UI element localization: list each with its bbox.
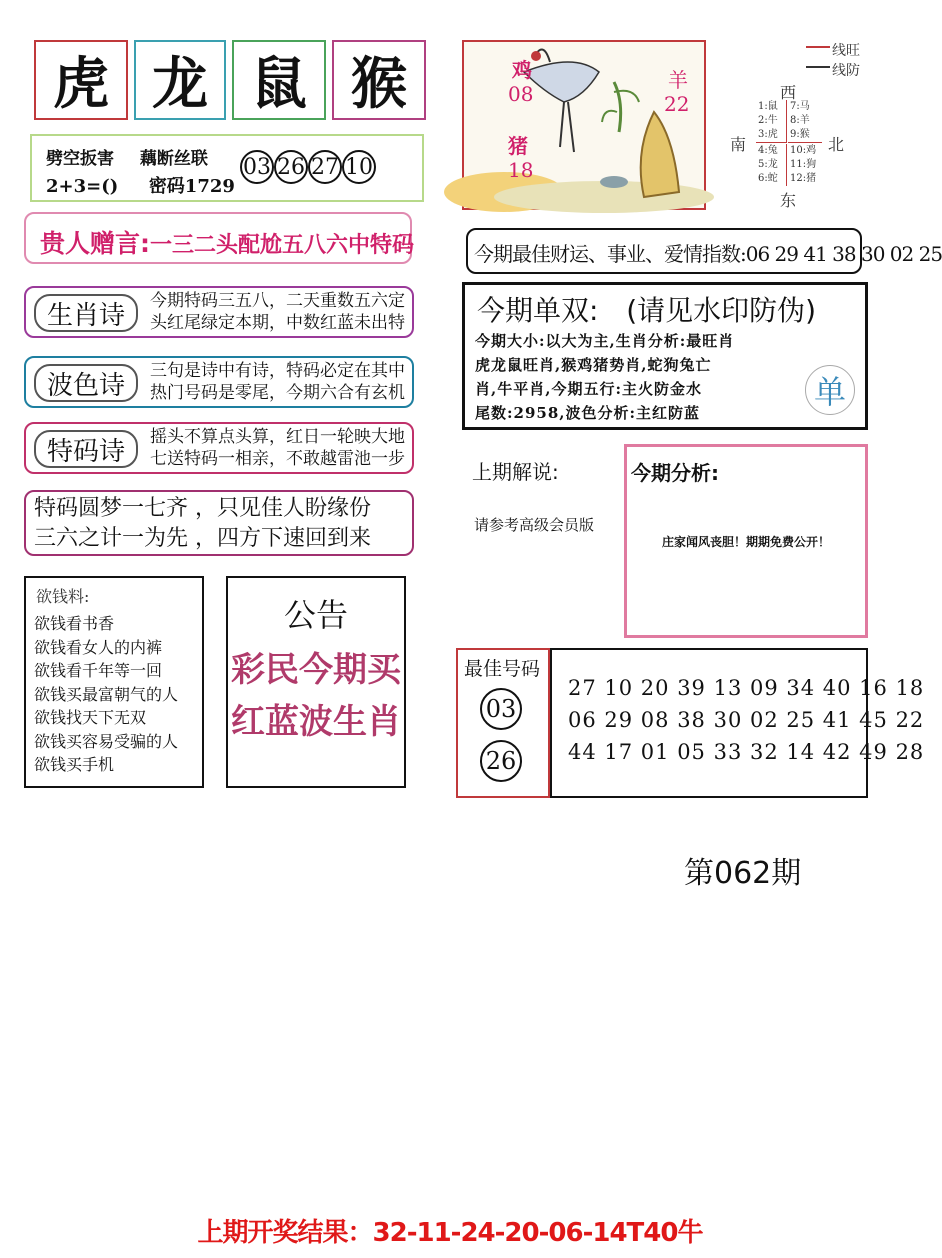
- best-numbers-box: [456, 648, 925, 798]
- best-row: 44 17 01 05 33 32 14 42 49 28: [568, 740, 925, 764]
- best-circle: 26: [480, 740, 522, 782]
- compass: [726, 40, 876, 210]
- verse-line: 特码圆梦一七齐 ，只见佳人盼缘份: [34, 496, 371, 521]
- poem-line: 头红尾绿定本期，中数红蓝未出特: [150, 313, 405, 333]
- compass-cell: 6:蛇: [758, 173, 778, 184]
- legend-line-black: [806, 66, 830, 68]
- yuqian-line: 欲钱买手机: [34, 755, 115, 774]
- formula: 2+3=(): [46, 176, 119, 197]
- notice-line1: 彩民今期买: [231, 650, 401, 690]
- compass-cell: 5:龙: [758, 159, 778, 170]
- sd-title: 今期单双:: [477, 294, 599, 327]
- poem-label: 生肖诗: [34, 294, 138, 332]
- compass-cell: 12:猪: [790, 173, 817, 184]
- number-circle: 26: [274, 150, 308, 184]
- sd-note: (请见水印防伪): [626, 294, 817, 327]
- poem-box-special: [24, 422, 414, 474]
- compass-cell: 3:虎: [758, 129, 778, 140]
- notice-title: 公告: [283, 596, 348, 634]
- guiren-text: 一三二头配尬五八六中特码: [150, 233, 415, 258]
- analysis-title: 今期分析:: [631, 461, 719, 485]
- poem-line: 今期特码三五八，二天重数五六定: [150, 291, 405, 311]
- zodiac-2-number: 18: [508, 158, 534, 182]
- best-row: 06 29 08 38 30 02 25 41 45 22: [568, 708, 925, 732]
- sd-line: 虎龙鼠旺肖,猴鸡猪势肖,蛇狗兔亡: [475, 356, 712, 374]
- top-char-dragon: 龙: [134, 40, 226, 120]
- compass-cell: 10:鸡: [790, 145, 817, 156]
- compass-cell: 2:牛: [758, 115, 778, 126]
- compass-cell: 9:猴: [790, 129, 810, 140]
- zodiac-1-number: 08: [508, 82, 534, 106]
- top-char-tiger: 虎: [34, 40, 128, 120]
- sd-line: 肖,牛平肖,今期五行:主火防金水: [475, 380, 702, 398]
- number-circle: 27: [308, 150, 342, 184]
- poem-line: 摇头不算点头算，红日一轮映大地: [150, 427, 405, 447]
- zodiac-3: 羊: [668, 68, 688, 92]
- idiom-numbers: [240, 150, 376, 184]
- sd-line: 今期大小:以大为主,生肖分析:最旺肖: [475, 332, 735, 350]
- compass-cell: 8:羊: [790, 115, 810, 126]
- legend-wang: 线旺: [832, 43, 860, 59]
- password: 密码1729: [148, 176, 235, 197]
- index-box: [466, 228, 942, 274]
- compass-east: 东: [780, 191, 797, 210]
- guiren-label: 贵人赠言:: [40, 229, 150, 258]
- compass-north: 北: [828, 135, 845, 154]
- zodiac-2: 猪: [508, 134, 528, 158]
- yuqian-box: [24, 576, 204, 788]
- poem-line: 七送特码一相亲，不敢越雷池一步: [150, 449, 405, 469]
- sd-stamp: 单: [805, 365, 855, 415]
- yuqian-line: 欲钱找天下无双: [34, 708, 147, 727]
- poem-label: 波色诗: [34, 364, 138, 402]
- yuqian-line: 欲钱买最富朝气的人: [34, 684, 179, 704]
- analysis-box: [624, 444, 868, 638]
- zodiac-3-number: 22: [664, 92, 690, 116]
- idiom-1: 劈空扳害: [46, 149, 114, 169]
- verse-box: [24, 490, 414, 556]
- yuqian-title: 欲钱料:: [36, 587, 90, 606]
- legend-fang: 线防: [832, 63, 860, 79]
- idiom-box: [30, 134, 424, 202]
- top-char-monkey: 猴: [332, 40, 426, 120]
- compass-cell: 1:鼠: [758, 101, 778, 112]
- zodiac-1: 鸡: [512, 58, 532, 82]
- last-result: 上期开奖结果：32-11-24-20-06-14T40牛: [197, 1218, 703, 1248]
- poem-line: 热门号码是零尾，今期六合有玄机: [150, 383, 405, 403]
- compass-cell: 4:兔: [758, 145, 778, 156]
- top-char-rat: 鼠: [232, 40, 326, 120]
- zodiac-picture: [462, 40, 706, 210]
- last-period-text: 请参考高级会员版: [474, 516, 595, 534]
- best-circle: 03: [480, 688, 522, 730]
- best-title: 最佳号码: [464, 658, 541, 680]
- yuqian-line: 欲钱买容易受骗的人: [34, 731, 179, 751]
- poem-line: 三句是诗中有诗，特码必定在其中: [150, 361, 405, 381]
- compass-south: 南: [730, 135, 747, 154]
- index-value: 06 29 41 38 30 02 25: [745, 242, 942, 266]
- poem-box-color: [24, 356, 414, 408]
- yuqian-line: 欲钱看千年等一回: [34, 661, 163, 680]
- notice-box: [226, 576, 406, 788]
- issue-number: 第062期: [684, 856, 802, 891]
- yuqian-line: 欲钱看女人的内裤: [34, 637, 163, 657]
- guiren-box: [24, 212, 415, 264]
- poem-box-zodiac: [24, 286, 414, 338]
- verse-line: 三六之计一为先 ，四方下速回到来: [34, 526, 371, 551]
- analysis-text: 庄家闻风丧胆！期期免费公开！: [661, 535, 830, 549]
- compass-cell: 11:狗: [790, 159, 817, 170]
- notice-line2: 红蓝波生肖: [231, 702, 401, 742]
- legend-line-red: [806, 46, 830, 48]
- poem-label: 特码诗: [34, 430, 138, 468]
- yuqian-line: 欲钱看书香: [34, 614, 115, 633]
- sd-line: 尾数:2958,波色分析:主红防蓝: [475, 404, 701, 422]
- compass-cell: 7:马: [790, 101, 810, 112]
- single-double-box: [462, 282, 868, 430]
- number-circle: 10: [342, 150, 376, 184]
- compass-west: 西: [780, 83, 797, 102]
- idiom-2: 藕断丝联: [139, 149, 208, 169]
- last-period-title: 上期解说:: [472, 460, 559, 484]
- best-row: 27 10 20 39 13 09 34 40 16 18: [568, 676, 925, 700]
- index-label: 今期最佳财运、事业、爱情指数:: [474, 242, 746, 266]
- number-circle: 03: [240, 150, 274, 184]
